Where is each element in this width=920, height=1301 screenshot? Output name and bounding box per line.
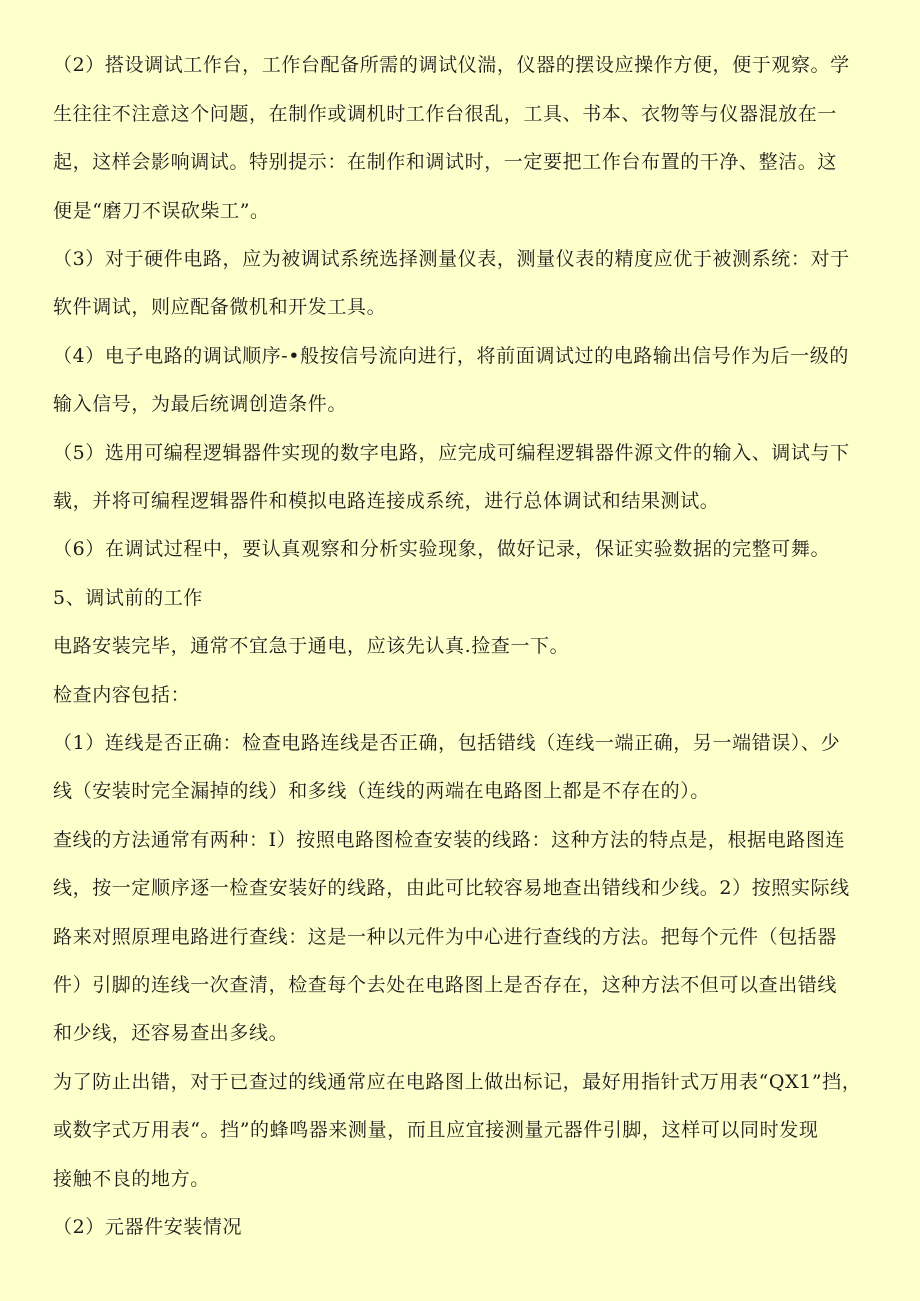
text-line: 线（安装时完全漏掉的线）和多线（连线的两端在电路图上都是不存在的）。 — [53, 780, 710, 802]
text-line: 或数字式万用表“。挡”的蜂鸣器来测量，而且应宜接测量元器件引脚，这样可以同时发现 — [53, 1119, 819, 1141]
text-line: 检查内容包括： — [53, 684, 191, 706]
text-line: 接触不良的地方。 — [53, 1168, 210, 1190]
text-line: （1）连线是否正确：检查电路连线是否正确，包括错线（连线一端正确，另一端错误）、少 — [53, 732, 841, 754]
text-line: 查线的方法通常有两种：I）按照电路图检查安装的线路：这种方法的特点是，根据电路图连 — [53, 829, 846, 851]
text-line: （3）对于硬件电路，应为被调试系统选择测量仪表，测量仪表的精度应优于被测系统：对于 — [53, 248, 850, 270]
text-line: 生往往不注意这个问题，在制作或调机时工作台很乱，工具、书本、衣物等与仪器混放在一 — [53, 103, 838, 125]
section-heading: 5、调试前的工作 — [53, 587, 203, 609]
text-line: 便是“磨刀不误砍柴工”。 — [53, 200, 270, 222]
text-line: （2）元器件安装情况 — [53, 1216, 243, 1238]
text-line: 载，并将可编程逻辑器件和模拟电路连接成系统，进行总体调试和结果测试。 — [53, 490, 720, 512]
text-line: 和少线，还容易查出多线。 — [53, 1022, 289, 1044]
text-line: 为了防止出错，对于已查过的线通常应在电路图上做出标记，最好用指针式万用表“QX1”挡， — [53, 1071, 862, 1093]
text-line: 路来对照原理电路进行查线：这是一种以元件为中心进行查线的方法。把每个元件（包括器 — [53, 926, 838, 948]
text-line: 件）引脚的连线一次查清，检查每个去处在电路图上是否存在，这种方法不但可以查出错线 — [53, 974, 838, 996]
text-line: 线，按一定顺序逐一检查安装好的线路，由此可比较容易地查出错线和少线。2）按照实际线 — [53, 877, 850, 899]
text-line: （6）在调试过程中，要认真观察和分析实验现象，做好记录，保证实验数据的完整可舞。 — [53, 538, 831, 560]
text-line: 电路安装完毕，通常不宜急于通电，应该先认真.捡查一下。 — [53, 635, 570, 657]
text-line: 软件调试，则应配备微机和开发工具。 — [53, 296, 387, 318]
text-line: 起，这样会影响调试。特别提示：在制作和调试时，一定要把工作台布置的干净、整洁。这 — [53, 151, 838, 173]
text-line: （4）电子电路的调试顺序-•般按信号流向进行，将前面调试过的电路输出信号作为后一级的 — [53, 345, 849, 367]
text-line: （2）搭设调试工作台，工作台配备所需的调试仪湍，仪器的摆设应操作方便，便于观察。学 — [53, 54, 850, 76]
text-line: 输入信号，为最后统调创造条件。 — [53, 393, 348, 415]
text-line: （5）选用可编程逻辑器件实现的数字电路，应完成可编程逻辑器件源文件的输入、调试与下 — [53, 442, 850, 464]
